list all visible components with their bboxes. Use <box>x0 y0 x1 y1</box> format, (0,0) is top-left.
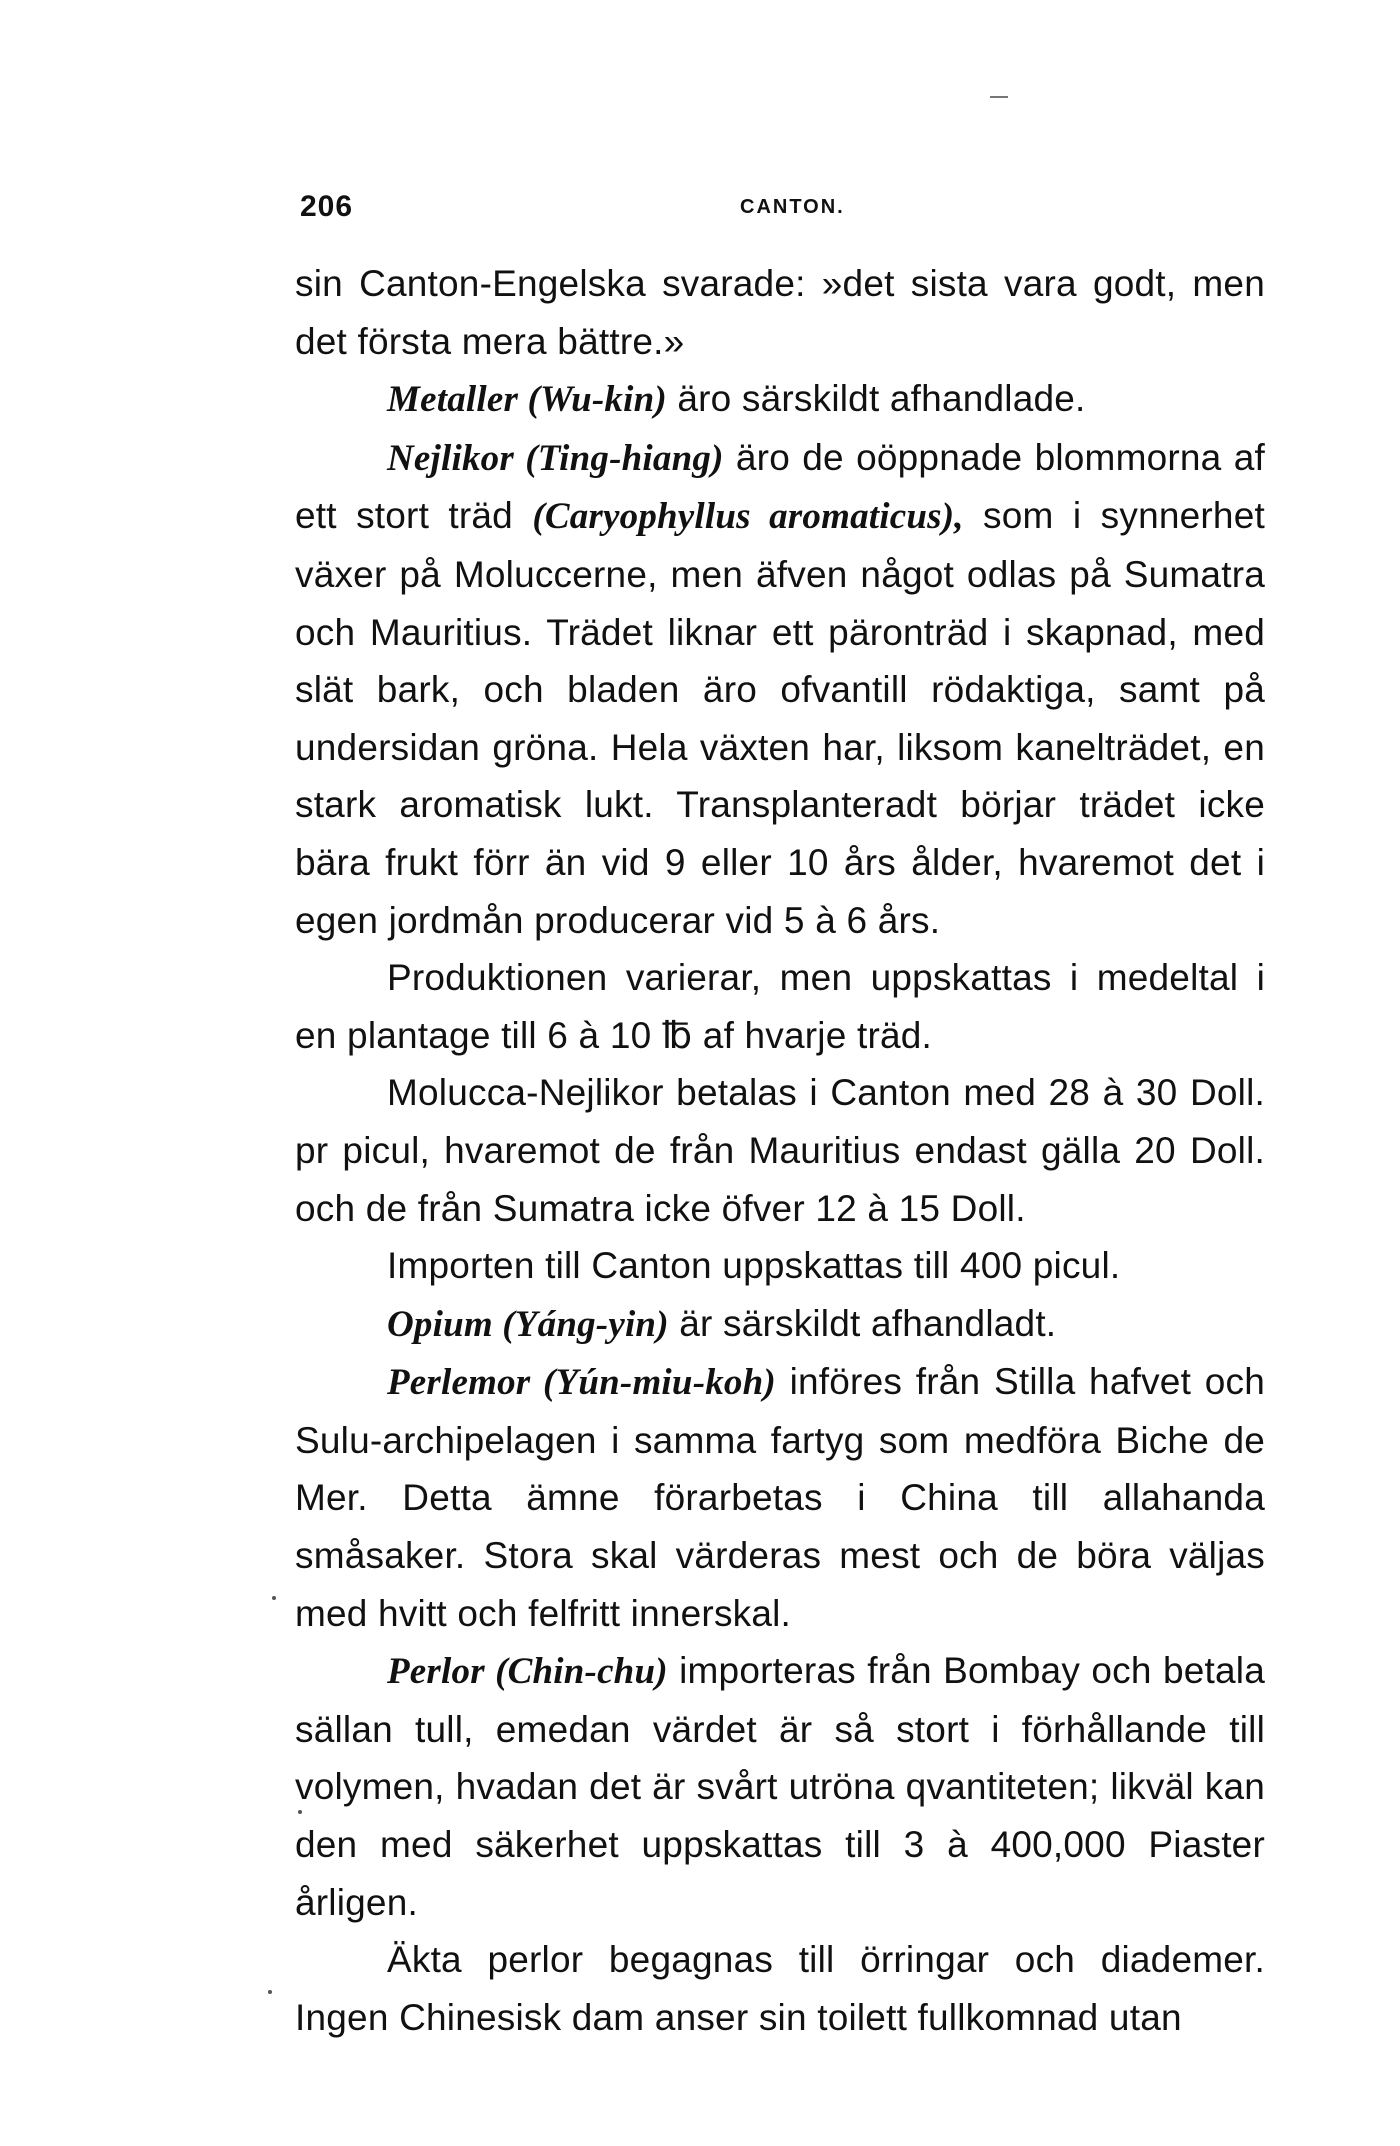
paragraph-text: är särskildt afhandladt. <box>668 1302 1057 1344</box>
paragraph <box>295 1237 1265 1295</box>
paragraph-text: äro de oöppnade blommorna af ett stort träd <box>295 436 1265 537</box>
running-title: CANTON. <box>740 196 845 218</box>
italic-term: Metaller (Wu-kin) <box>387 379 667 421</box>
paragraph-text: som i synnerhet växer på Moluccerne, men äfven något odlas på Sumatra och Mauritius. Trädet liknar ett päronträd i skapnad, med slät bark, och bladen äro ofvantill rödaktiga, samt på undersidan gröna. Hela växten har, liksom kanelträdet, en stark aromatisk lukt. Transplanteradt börjar trädet icke bära frukt förr än vid 9 eller 10 års ålder, hvaremot det i egen jordmån producerar vid 5 à 6 års. <box>295 495 1265 941</box>
italic-term: (Caryophyllus aromaticus), <box>532 496 964 538</box>
paragraph <box>295 429 1265 949</box>
paragraph-text: Produktionen varierar, men uppskattas i medeltal i en plantage till 6 à 10 ℔ af hvarje träd. <box>295 957 1265 1056</box>
paragraph <box>295 1064 1265 1237</box>
italic-term: Nejlikor (Ting-hiang) <box>387 437 724 479</box>
paragraph-text: äro särskildt afhandlade. <box>666 378 1086 420</box>
paragraph-text: Äkta perlor begagnas till örringar och diademer. Ingen Chinesisk dam anser sin toilett fullkomnad utan <box>295 1939 1265 2038</box>
italic-term: Opium (Yáng-yin) <box>387 1303 669 1345</box>
paragraph-text: införes från Stilla hafvet och Sulu-archipelagen i samma fartyg som medföra Biche de Mer. Detta ämne förarbetas i China till allahanda småsaker. Stora skal värderas mest och de böra väljas med hvitt och felfritt innerskal. <box>295 1361 1265 1634</box>
paragraph <box>295 370 1265 429</box>
paragraph <box>295 255 1265 370</box>
stray-dot <box>268 1990 272 1994</box>
paragraph <box>295 1353 1265 1642</box>
stray-dot <box>272 1596 276 1600</box>
stray-mark <box>990 96 1008 98</box>
italic-term: Perlor (Chin-chu) <box>387 1651 668 1693</box>
paragraph-text: Importen till Canton uppskattas till 400 picul. <box>387 1245 1121 1287</box>
paragraph-text: importeras från Bombay och betala sällan tull, emedan värdet är så stort i förhållande till volymen, hvadan det är svårt utröna qvantiteten; likväl kan den med säkerhet uppskattas till 3 à 400,000 Piaster årligen. <box>295 1650 1265 1923</box>
text-body <box>295 255 1265 2046</box>
page-number: 206 <box>300 190 354 223</box>
running-head <box>300 190 1270 230</box>
paragraph <box>295 949 1265 1064</box>
italic-term: Perlemor (Yún-miu-koh) <box>387 1362 776 1404</box>
paragraph <box>295 1295 1265 1354</box>
paragraph <box>295 1931 1265 2046</box>
paragraph-text: Molucca-Nejlikor betalas i Canton med 28 à 30 Doll. pr picul, hvaremot de från Mauritius endast gälla 20 Doll. och de från Sumatra icke öfver 12 à 15 Doll. <box>295 1072 1265 1229</box>
paragraph-text: sin Canton-Engelska svarade: »det sista vara godt, men det första mera bättre.» <box>295 263 1265 362</box>
stray-dot <box>298 1810 302 1814</box>
paragraph <box>295 1642 1265 1931</box>
